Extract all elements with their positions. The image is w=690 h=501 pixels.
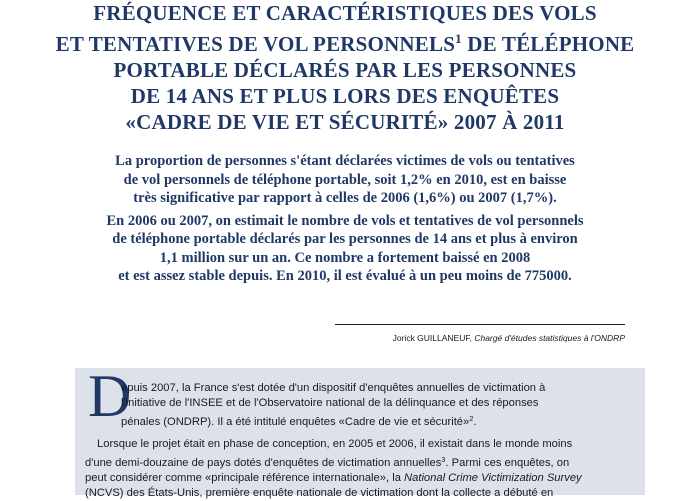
footnote-ref-2[interactable]: 2 — [469, 414, 474, 423]
title-line-5: «CADRE DE VIE ET SÉCURITÉ» 2007 À 2011 — [125, 110, 565, 134]
footnote-ref-3[interactable]: 3 — [441, 455, 446, 464]
title-line-4: DE 14 ANS ET PLUS LORS DES ENQUÊTES — [130, 84, 560, 108]
body-line-text: pénales (ONDRP). Il a été intitulé enquêtes «Cadre de vie et sécurité» — [121, 416, 470, 428]
author-divider — [335, 324, 625, 325]
title-line-1: FRÉQUENCE ET CARACTÉRISTIQUES DES VOLS — [93, 1, 597, 25]
body-line-end: . Parmi ces enquêtes, on — [445, 457, 570, 469]
abstract-line: très significative par rapport à celles de 2006 (1,6%) ou 2007 (1,7%). — [133, 190, 557, 206]
footnote-ref-1[interactable]: 1 — [455, 31, 462, 46]
drop-cap: D — [88, 363, 132, 429]
body-line: epuis 2007, la France s'est dotée d'un dispositif d'enquêtes annuelles de victimation à — [121, 382, 546, 394]
body-line — [85, 452, 625, 471]
abstract — [40, 152, 650, 290]
body-paragraph-2 — [85, 437, 625, 501]
title-line-2 — [0, 26, 690, 57]
body-line: Lorsque le projet était en phase de conception, en 2005 et 2006, il existait dans le monde moins — [97, 438, 573, 450]
survey-name: National Crime Victimization Survey — [404, 472, 582, 484]
abstract-line: et est assez stable depuis. En 2010, il est évalué à un peu moins de 775000. — [118, 268, 572, 284]
abstract-paragraph-1 — [40, 152, 650, 208]
title-line-2-text: ET TENTATIVES DE VOL PERSONNELS — [55, 32, 456, 56]
abstract-line: de téléphone portable déclarés par les personnes de 14 ans et plus à environ — [112, 231, 578, 247]
body-line — [85, 471, 625, 486]
body-line: l'initiative de l'INSEE et de l'Observatoire national de la délinquance et des réponses — [121, 397, 539, 409]
body-paragraph-1 — [85, 381, 625, 430]
body-line-text: peut considérer comme «principale référence internationale», la — [85, 472, 405, 484]
body-line-end: . — [473, 416, 477, 428]
body-line-text: d'une demi-douzaine de pays dotés d'enquêtes de victimation annuelles — [85, 457, 442, 469]
body-text — [85, 381, 625, 501]
title-line-2-end: DE TÉLÉPHONE — [461, 32, 635, 56]
abstract-line: La proportion de personnes s'étant déclarées victimes de vols ou tentatives — [115, 153, 575, 169]
author-role: Chargé d'études statistiques à l'ONDRP — [474, 333, 625, 343]
article-title — [0, 0, 690, 135]
body-line: (NCVS) des États-Unis, première enquête nationale de victimation dont la collecte a débuté en — [85, 487, 554, 499]
author-credit — [335, 333, 625, 343]
abstract-paragraph-2 — [40, 212, 650, 286]
abstract-line: En 2006 ou 2007, on estimait le nombre de vols et tentatives de vol personnels — [106, 212, 584, 229]
abstract-line: de vol personnels de téléphone portable, soit 1,2% en 2010, est en baisse — [123, 171, 567, 188]
abstract-line: 1,1 million sur un an. Ce nombre a fortement baissé en 2008 — [159, 249, 531, 266]
author-name: Jorick GUILLANEUF, — [392, 333, 475, 343]
title-line-3: PORTABLE DÉCLARÉS PAR LES PERSONNES — [113, 58, 577, 82]
body-line — [85, 411, 625, 430]
